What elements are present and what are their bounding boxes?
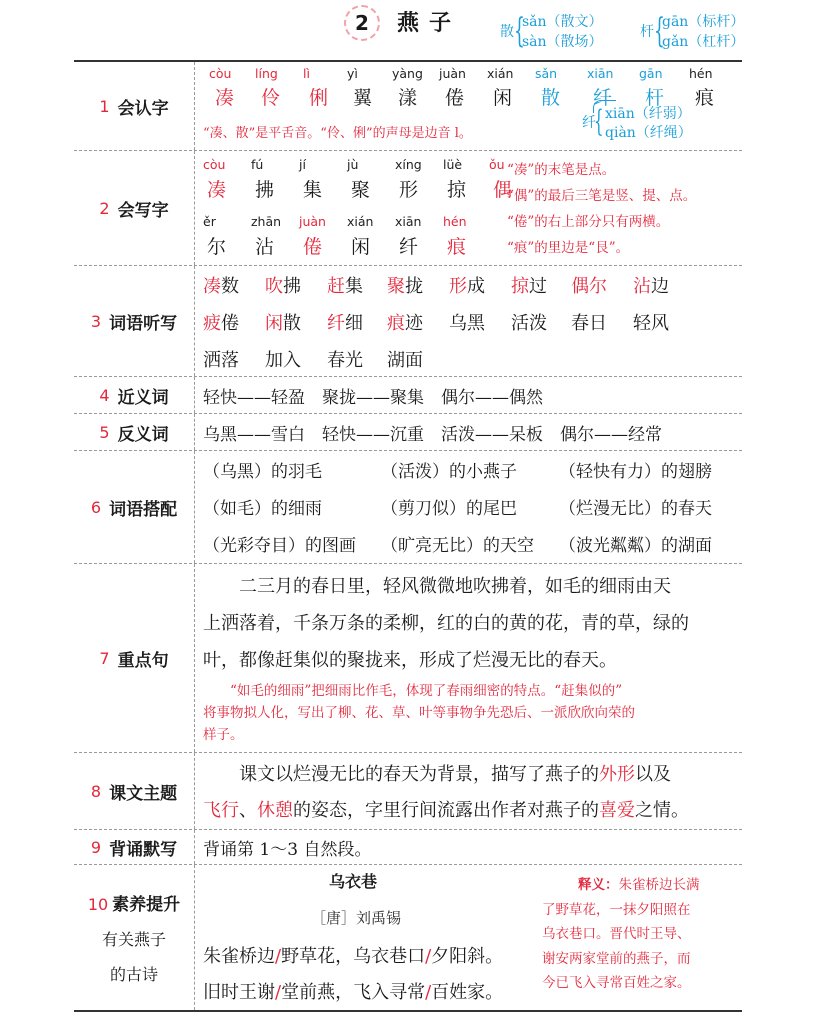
dictation-word bbox=[327, 272, 363, 298]
dictation-word bbox=[511, 309, 547, 335]
recognize-pinyin: juàn bbox=[439, 66, 466, 81]
write-char: 形 bbox=[399, 179, 419, 201]
dictation-char: 赶 bbox=[327, 276, 345, 297]
poem-explanation: 释义：朱雀桥边长满 了野草花，一抹夕阳照在 乌衣巷口。晋代时王导、 谢安两家堂前的燕子，而 今已飞入寻常百姓之家。 bbox=[542, 877, 700, 991]
recognize-pinyin: yàng bbox=[392, 66, 423, 81]
dictation-word: 洒落 bbox=[203, 350, 239, 371]
row-synonyms: 4 近义词 轻快——轻盈 聚拢——聚集 偶尔——偶然 bbox=[74, 377, 742, 414]
dictation-word: 加入 bbox=[265, 350, 301, 371]
dictation-word bbox=[511, 272, 547, 298]
recognize-pinyin: còu bbox=[209, 66, 232, 81]
row-key-sentence: 7 重点句 二三月的春日里，轻风微微地吹拂着，如毛的细雨由天 上洒落着，千条万条的柔柳，红的白的黄的花，青的草，绿的 叶，都像赶集似的聚拢来，形成了烂漫无比的春天。 “如毛的细雨”把细雨比作毛，体现了春雨细密的特点。“赶集似的” 将事物拟人化，写出了柳、花、草、叶等事物争先恐后、一派欣欣向荣的 样子。 bbox=[74, 564, 742, 753]
row-recite: 9 背诵默写 背诵第 1～3 自然段。 bbox=[74, 830, 742, 865]
dictation-word bbox=[633, 309, 669, 335]
write-char: 偶 bbox=[493, 179, 513, 201]
dictation-char: 集 bbox=[345, 276, 363, 297]
recognize-pinyin: líng bbox=[255, 66, 278, 81]
collocation-item: （旷亮无比）的天空 bbox=[381, 536, 534, 556]
dictation-word bbox=[203, 309, 239, 335]
dictation-word bbox=[327, 309, 363, 335]
study-table bbox=[74, 60, 742, 1012]
recognize-char: 杆 bbox=[645, 87, 665, 109]
dictation-char: 凑 bbox=[203, 276, 221, 297]
dictation-word bbox=[449, 309, 485, 335]
lesson-title: 燕子 bbox=[397, 11, 462, 36]
write-char: 倦 bbox=[303, 236, 323, 258]
write-char: 拂 bbox=[255, 179, 275, 201]
write-notes: “凑”的末笔是点。 “偶”的最后三笔是竖、提、点。 “倦”的右上部分只有两横。 “痕”的里边是“艮”。 bbox=[507, 162, 697, 256]
write-char: 聚 bbox=[351, 179, 371, 201]
row-theme: 8 课文主题 课文以烂漫无比的春天为背景，描写了燕子的外形以及 飞行、休憩的姿态，字里行间流露出作者对燕子的喜爱之情。 bbox=[74, 753, 742, 830]
dictation-word: 春光 bbox=[327, 350, 363, 371]
recognize-pinyin: sǎn bbox=[535, 66, 558, 81]
dictation-char: 掠 bbox=[511, 276, 529, 297]
write-pinyin: jù bbox=[347, 157, 359, 172]
dictation-char: 成 bbox=[467, 276, 485, 297]
dictation-word bbox=[203, 272, 239, 298]
write-pinyin: jí bbox=[299, 157, 306, 172]
collocation-item: （波光粼粼）的湖面 bbox=[559, 536, 712, 556]
dictation-char: 拂 bbox=[283, 276, 301, 297]
dictation-char: 倦 bbox=[221, 313, 239, 334]
dictation-char: 吹 bbox=[265, 276, 283, 297]
antonyms-text: 乌黑——雪白 轻快——沉重 活泼——呆板 偶尔——经常 bbox=[203, 425, 662, 445]
dictation-char: 纤 bbox=[327, 313, 345, 334]
dictation-char: 拢 bbox=[405, 276, 423, 297]
dictation-char: 活泼 bbox=[511, 313, 547, 334]
recognize-char: 痕 bbox=[695, 87, 715, 109]
collocation-item: （活泼）的小燕子 bbox=[381, 462, 517, 482]
recognize-char: 俐 bbox=[309, 87, 329, 109]
recognize-char: 凑 bbox=[215, 87, 235, 109]
dictation-char: 沾 bbox=[633, 276, 651, 297]
write-pinyin: fú bbox=[251, 157, 264, 172]
collocation-item: （如毛）的细雨 bbox=[203, 499, 322, 519]
recognize-char: 纤 bbox=[593, 87, 613, 109]
write-pinyin: còu bbox=[203, 157, 226, 172]
dictation-char: 迹 bbox=[405, 313, 423, 334]
dictation-char: 疲 bbox=[203, 313, 221, 334]
dictation-word bbox=[449, 272, 485, 298]
header: 2 燕子 散 { sǎn（散文） sàn（散场） 杆 { gān（标杆） gǎn（杠杆） bbox=[0, 0, 813, 60]
write-char: 尔 bbox=[207, 236, 227, 258]
dictation-char: 痕 bbox=[387, 313, 405, 334]
dictation-char: 闲 bbox=[265, 313, 283, 334]
write-char: 集 bbox=[303, 179, 323, 201]
dictation-char: 偶尔 bbox=[571, 276, 607, 297]
write-pinyin: hén bbox=[443, 214, 467, 229]
synonyms-text: 轻快——轻盈 聚拢——聚集 偶尔——偶然 bbox=[203, 388, 543, 408]
dictation-char: 细 bbox=[345, 313, 363, 334]
poem-title: 乌衣巷 bbox=[329, 872, 378, 891]
recognize-pinyin: hén bbox=[689, 66, 713, 81]
dictation-word bbox=[633, 272, 669, 298]
recognize-pinyin: xiān bbox=[587, 66, 614, 81]
recognize-pinyin: gān bbox=[639, 66, 663, 81]
dictation-word bbox=[571, 309, 607, 335]
dictation-word bbox=[265, 309, 301, 335]
recognize-char: 翼 bbox=[353, 87, 373, 109]
write-pinyin: xián bbox=[347, 214, 374, 229]
dictation-char: 形 bbox=[449, 276, 467, 297]
write-pinyin: ěr bbox=[203, 214, 216, 229]
recognize-char: 倦 bbox=[445, 87, 465, 109]
dictation-word: 湖面 bbox=[387, 350, 423, 371]
write-char: 痕 bbox=[447, 236, 467, 258]
write-pinyin: zhān bbox=[251, 214, 282, 229]
collocation-item: （乌黑）的羽毛 bbox=[203, 462, 322, 482]
recognize-pinyin: xián bbox=[487, 66, 514, 81]
row-dictation: 3 词语听写 凑数 吹拂 赶集 聚拢 形成 掠过 偶尔 沾边 疲倦 闲散 纤细 痕迹 乌黑 活泼 春日 轻风 洒落 加入 春光 湖面 bbox=[74, 266, 742, 377]
write-char: 纤 bbox=[399, 236, 419, 258]
dictation-char: 聚 bbox=[387, 276, 405, 297]
recognize-char: 闲 bbox=[493, 87, 513, 109]
write-char: 掠 bbox=[447, 179, 467, 201]
key-sentence-note: “如毛的细雨”把细雨比作毛，体现了春雨细密的特点。“赶集似的” 将事物拟人化，写出了柳、花、草、叶等事物争先恐后、一派欣欣向荣的 样子。 bbox=[203, 683, 635, 743]
dictation-char: 数 bbox=[221, 276, 239, 297]
recognize-char: 伶 bbox=[261, 87, 281, 109]
dictation-char: 过 bbox=[529, 276, 547, 297]
poem-body: 朱雀桥边/野草花，乌衣巷口/夕阳斜。 旧时王谢/堂前燕，飞入寻常/百姓家。 bbox=[203, 946, 504, 1003]
dictation-word bbox=[265, 272, 301, 298]
dictation-word bbox=[387, 309, 423, 335]
xian-char: 纤 bbox=[582, 115, 596, 131]
write-pinyin: xiān bbox=[395, 214, 422, 229]
dictation-char: 边 bbox=[651, 276, 669, 297]
recognize-pinyin: yì bbox=[347, 66, 358, 81]
dictation-word bbox=[571, 272, 607, 298]
write-char: 沾 bbox=[255, 236, 275, 258]
write-pinyin: juàn bbox=[299, 214, 326, 229]
collocation-item: （烂漫无比）的春天 bbox=[559, 499, 712, 519]
collocation-item: （轻快有力）的翅膀 bbox=[559, 462, 712, 482]
recognize-pinyin: lì bbox=[303, 66, 310, 81]
dictation-char: 轻风 bbox=[633, 313, 669, 334]
dictation-char: 乌黑 bbox=[449, 313, 485, 334]
row-collocations: 6 词语搭配 （乌黑）的羽毛 （活泼）的小燕子 （轻快有力）的翅膀 （如毛）的细雨 （剪刀似）的尾巴 （烂漫无比）的春天 （光彩夺目）的图画 （旷亮无比）的天空 （波光粼粼）的湖面 bbox=[74, 451, 742, 564]
write-pinyin: xíng bbox=[395, 157, 422, 172]
write-pinyin: ǒu bbox=[489, 157, 505, 172]
write-char: 闲 bbox=[351, 236, 371, 258]
row-antonyms: 5 反义词 乌黑——雪白 轻快——沉重 活泼——呆板 偶尔——经常 bbox=[74, 414, 742, 451]
dictation-char: 春日 bbox=[571, 313, 607, 334]
key-sentence: 二三月的春日里，轻风微微地吹拂着，如毛的细雨由天 上洒落着，千条万条的柔柳，红的白的黄的花，青的草，绿的 叶，都像赶集似的聚拢来，形成了烂漫无比的春天。 bbox=[203, 576, 689, 671]
theme-text: 课文以烂漫无比的春天为背景，描写了燕子的外形以及 飞行、休憩的姿态，字里行间流露出作者对燕子的喜爱之情。 bbox=[203, 764, 689, 821]
collocation-item: （光彩夺目）的图画 bbox=[203, 536, 356, 556]
dictation-char: 散 bbox=[283, 313, 301, 334]
row-write: 2 会写字 “凑”的末笔是点。 “偶”的最后三笔是竖、提、点。 “倦”的右上部分只有两横。 “痕”的里边是“艮”。 còu 凑 fú 拂 jí 集 jù 聚 xíng 形 lüè 掠 ǒu 偶 ěr 尔 zhān 沾 juàn 倦 xián 闲 xiān 纤 hén 痕 bbox=[74, 151, 742, 266]
recognize-note: “凑、散”是平舌音。“伶、俐”的声母是边音 l。 bbox=[203, 126, 472, 141]
recognize-char: 散 bbox=[541, 87, 561, 109]
row-recognize: 1 会认字 “凑、散”是平舌音。“伶、俐”的声母是边音 l。 纤 { xiān（纤弱） qiàn（纤绳） còu 凑 líng 伶 lì 俐 yì 翼 yàng 漾 juàn 倦 xián 闲 sǎn 散 xiān 纤 gān 杆 hén 痕 bbox=[74, 62, 742, 151]
write-char: 凑 bbox=[207, 179, 227, 201]
lesson-number: 2 bbox=[344, 5, 380, 41]
xian-readings: xiān（纤弱） qiàn（纤绳） bbox=[605, 106, 692, 141]
recognize-char: 漾 bbox=[398, 87, 418, 109]
poem-author: ［唐］刘禹锡 bbox=[311, 909, 402, 927]
collocation-item: （剪刀似）的尾巴 bbox=[381, 499, 517, 519]
row-poem: 10 素养提升 有关燕子 的古诗 乌衣巷 ［唐］刘禹锡 朱雀桥边/野草花，乌衣巷口/夕阳斜。 旧时王谢/堂前燕，飞入寻常/百姓家。 释义：朱雀桥边长满 了野草花，一抹夕阳照在 乌衣巷口。晋代时王导、 谢安两家堂前的燕子，而 今已飞入寻常百姓之家。 bbox=[74, 865, 742, 1012]
dictation-word bbox=[387, 272, 423, 298]
recite-text: 背诵第 1～3 自然段。 bbox=[203, 840, 372, 860]
write-pinyin: lüè bbox=[443, 157, 463, 172]
